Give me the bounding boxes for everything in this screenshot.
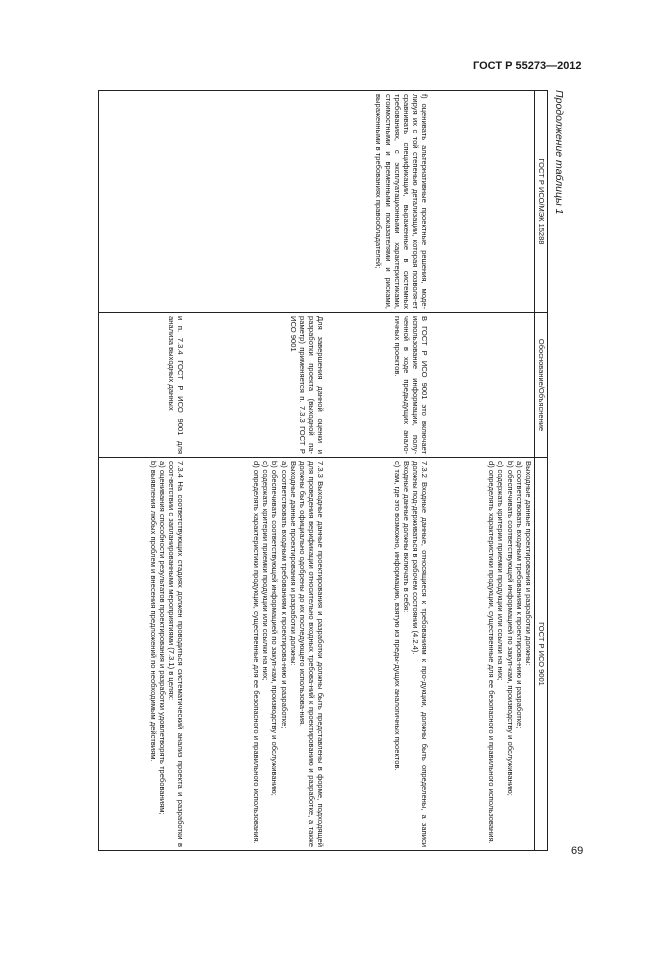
cell-iso15288 — [431, 91, 535, 313]
table-row — [327, 91, 431, 851]
column-header-iso15288: ГОСТ Р ИСО/МЭК 15288 — [535, 91, 548, 313]
cell-iso9001 — [431, 458, 535, 851]
table-caption: Продолжение таблицы 1 — [553, 90, 565, 215]
text-line: d) определять характеристики продукции, существенные для ее безопасного и правильного использования. — [487, 461, 497, 844]
cell-iso15288: f) оценивать альтернативные проектные решения, моде-лируя их с той степенью детализации, которая позволя-ет сравнивать спецификации, выраженные в системных требованиях, с эксплуатационными характеристиками, стоимостными и временными показателями и рисками, выраженными в требованиях правообладателей; — [327, 91, 431, 313]
table-row — [99, 91, 187, 851]
text-line: 7.3.4 На соответствующих стадиях должен проводиться систематический анализ проекта и разработки в соот-ветствии с запланированными мероприятиями (7.3.1) в целях: — [167, 461, 186, 847]
cell-justification: Для завершения данной оценки и разработки проекта (выходной па-раметр) применяется п. 7.3.3 ГОСТ Р ИСО 9001 — [187, 313, 327, 458]
comparison-table — [98, 90, 548, 851]
text-line: a) соответствовать входным требованиям к проектирова-нию и разработке; — [279, 461, 289, 729]
rotated-table-page — [60, 90, 565, 954]
text-line: c) содержать критерии приемки продукции или ссылки на них; — [496, 461, 506, 681]
cell-iso9001 — [187, 458, 327, 851]
text-line: 7.3.3 Выходные данные проектирования и разработки должны быть представлены в форме, подходящей для проведения верификации относительно входных требова-ний к проектированию и разработке, а также должны быть официально одобрены до их последующего использова-ния. — [298, 461, 326, 847]
text-line: Выходные данные проектирования и разработки должны: — [288, 461, 298, 666]
text-line: b) обеспечивать соответствующей информацией по закуп-кам, производству и обслуживанию; — [505, 461, 515, 796]
table-row — [187, 91, 327, 851]
cell-iso15288 — [99, 91, 187, 313]
cell-iso9001 — [99, 458, 187, 851]
text-line: Выходные данные проектирования и разработки должны: — [524, 461, 533, 666]
text-line: a) оценивания способности результатов проектирования и разработки удовлетворять требованиям; — [158, 461, 168, 815]
document-code: ГОСТ Р 55273—2012 — [473, 60, 582, 72]
text-line: d) определять характеристики продукции, существенные для ее безопасного и правильного использования. — [252, 461, 262, 844]
text-line: c) содержать критерии приемки продукции или ссылки на них; — [261, 461, 271, 681]
text-line: Входные данные должны включать в себя: — [402, 461, 412, 613]
table-row — [431, 91, 535, 851]
cell-justification: В ГОСТ Р ИСО 9001 это включает использование информации, полу-ченной в ходе предыдущих анало-гичных проектов. — [327, 313, 431, 458]
table-header-row — [535, 91, 548, 851]
text-line: b) выявления любых проблем и внесения предложений по необходимым действиям. — [148, 461, 158, 762]
text-line: c) там, где это возможно, информацию, взятую из преды-дущих аналогичных проектов. — [392, 461, 402, 771]
cell-iso15288 — [187, 91, 327, 313]
page-number: 69 — [571, 845, 584, 857]
cell-justification: и п. 7.3.4 ГОСТ Р ИСО 9001 для анализа выходных данных — [99, 313, 187, 458]
column-header-justification: Обоснование/Объяснение — [535, 313, 548, 458]
column-header-iso9001: ГОСТ Р ИСО 9001 — [535, 458, 548, 851]
text-line: 7.3.2 Входные данные, относящиеся к требованиям к про-дукции, должны быть определены, а записи должны под-держиваться в рабочем состоянии (4.2.4). — [411, 461, 430, 847]
cell-iso9001 — [327, 458, 431, 851]
text-line: b) обеспечивать соответствующей информацией по закуп-кам, производству и обслуживанию; — [270, 461, 280, 796]
cell-justification — [431, 313, 535, 458]
text-line: a) соответствовать входным требованиям к проектирова-нию и разработке; — [514, 461, 524, 729]
